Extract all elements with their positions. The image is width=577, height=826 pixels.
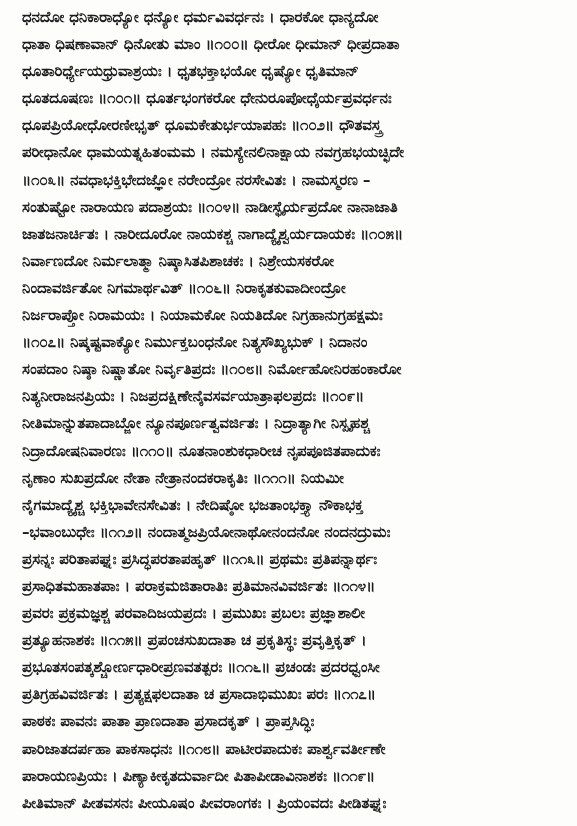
text-line: ಸಂತುಷ್ಟೋ ನಾರಾಯಣ ಪದಾಶ್ರಯಃ ॥೧೦೪॥ ನಾಡೀಸ್ಫೈರ್ಯಪ್ರದೋ ನಾನಾಜಾತಿ bbox=[22, 197, 398, 216]
text-line: ಪ್ರಭೂತಸಂಪತ್ಕಶ್ಚೋರ್ಣಧಾರೀಪ್ರಣವತತ್ಪರಃ ॥೧೧೬॥ ಪ್ರಚಂಡಃ ಪ್ರದರಧ್ವಂಸೀ bbox=[22, 658, 380, 677]
text-line: ಪರೀಧಾನೋ ಧಾಮಯತ್ನಹಿತಂಮಮ । ನಮಸ್ಯೇನಲಿನಾಕ್ಷಾಯ ನವಗ್ರಹಭಯಚ್ಛಿದೇ bbox=[22, 143, 404, 162]
text-line: ಪ್ರಸಾಧಿತಮಹಾತಪಾಃ । ಪರಾಕ್ರಮಜಿತಾರಾತಿಃ ಪ್ರತಿಮಾನವಿವರ್ಜಿತಃ ॥೧೧೪॥ bbox=[22, 576, 376, 595]
text-line: ನಿರ್ವಾಣದೋ ನಿರ್ಮಲಾತ್ಮಾ ನಿಷ್ಕಾಸಿತಪಿಶಾಚಕಃ । ನಿಶ್ರೇಯಸಕರೋ bbox=[22, 251, 334, 270]
text-line: ಪ್ರತ್ಯೂಹನಾಶಕಃ ॥೧೧೫॥ ಪ್ರಪಂಚಸುಖದಾತಾ ಚ ಪ್ರಕೃತಿಸ್ಥಃ ಪ್ರವೃತ್ತಿಕೃತ್ । bbox=[22, 631, 367, 650]
text-line: ನೈಗಮಾದ್ಯೈಶ್ಚ ಭಕ್ತಿಭಾವೇನಸೇವಿತಃ । ನೇದಿಷ್ಠೋ ಭಜತಾಂಭಕ್ತ್ಯಾ ನೌಕಾಭಕ್ತ bbox=[22, 495, 364, 514]
text-line: ನಿತ್ಯನೀರಾಜನಪ್ರಿಯಃ । ನಿಜಪ್ರದಕ್ಷಿಣೇನೈವಸರ್ವಯಾತ್ರಾಫಲಪ್ರದಃ ॥೧೦೯॥ bbox=[22, 387, 365, 406]
text-line: ಪ್ರವರಃ ಪ್ರಕ್ರಮಜ್ಞಶ್ಚ ಪರವಾದಿಜಯಪ್ರದಃ । ಪ್ರಮುಖಃ ಪ್ರಬಲಃ ಪ್ರಜ್ಞಾಶಾಲೀ bbox=[22, 604, 365, 623]
text-line: ನಿದ್ರಾದೋಷನಿವಾರಣಃ ॥೧೧೦॥ ನೂತನಾಂಶುಕಧಾರೀಚ ನೃಪಪೂಜಿತಪಾದುಕಃ bbox=[22, 441, 381, 460]
text-line: –ಭವಾಂಬುಧೇಃ ॥೧೧೨॥ ನಂದಾತ್ಮಜಪ್ರಿಯೋನಾಥೋನಂದನೋ ನಂದನದ್ರುಮಃ bbox=[22, 522, 391, 541]
text-line: ಧಾತಾ ಧಿಷಣಾವಾನ್ ಧಿನೋತು ಮಾಂ ॥೧೦೦॥ ಧೀರೋ ಧೀಮಾನ್ ಧೀಪ್ರದಾತಾ bbox=[22, 35, 400, 54]
text-line: ಧೂಪಪ್ರಿಯೋಧೋರಣೀಭೃತ್ ಧೂಮಕೇತುರ್ಭಯಾಪಹಃ ॥೧೦೨॥ ಧೌತವಸ್ತ್ರ bbox=[22, 116, 382, 135]
text-line: ನೀತಿಮಾನ್ನುತಪಾದಾಬ್ಜೋ ನ್ಯೂನಪೂರ್ಣತ್ವವರ್ಜಿತಃ । ನಿದ್ರಾತ್ಯಾಗೀ ನಿಸ್ಪೃಹಶ್ಚ bbox=[22, 414, 370, 433]
text-line: ಪ್ರತಿಗ್ರಹವಿವರ್ಜಿತಃ । ಪ್ರತ್ಯಕ್ಷಫಲದಾತಾ ಚ ಪ್ರಸಾದಾಭಿಮುಖಃ ಪರಃ ॥೧೧೭॥ bbox=[22, 685, 376, 704]
text-line: ನೃಣಾಂ ಸುಖಪ್ರದೋ ನೇತಾ ನೇತ್ರಾನಂದಕರಾಕೃತಿಃ ॥೧೧೧॥ ನಿಯಮೀ bbox=[22, 468, 344, 487]
text-line: ಪಾರಾಯಣಪ್ರಿಯಃ । ಪಿಣ್ಯಾಕೀಕೃತದುರ್ವಾದೀ ಪಿತಾಪೀಡಾವಿನಾಶಕಃ ॥೧೧೯॥ bbox=[22, 766, 375, 785]
text-line: ಧೂತಾರಿರ್ಧ್ಯೇಯಧ್ರುವಾಶ್ರಯಃ । ಧೃತಭಕ್ತಾಭಯೋ ಧೃಷ್ಯೋ ಧೃತಿಮಾನ್ bbox=[22, 62, 359, 81]
text-line: ಪಾರಿಜಾತದರ್ಪಹಾ ಪಾಕಸಾಧನಃ ॥೧೧೮॥ ಪಾಟೀರಪಾದುಕಃ ಪಾರ್ಶ್ವವರ್ತೀಣೇ bbox=[22, 739, 386, 758]
text-line: ಸಂಪದಾಂ ನಿಷ್ಠಾ ನಿಷ್ಣಾತೋ ನಿರ್ವೃತಿಪ್ರದಃ ॥೧೦೮॥ ನಿರ್ಮೋಹೋನಿರಹಂಕಾರೋ bbox=[22, 360, 402, 379]
text-line: ಪ್ರಸನ್ನಃ ಪರಿತಾಪಘ್ನಃ ಪ್ರಸಿದ್ಧಪರತಾಪಹೃತ್ ॥೧೧೩॥ ಪ್ರಥಮಃ ಪ್ರತಿಪನ್ನಾರ್ಥಃ bbox=[22, 549, 377, 568]
text-line: ಧೂತದೂಷಣಃ ॥೧೦೧॥ ಧೂರ್ತಭಂಗಕರೋ ಧೇನುರೂಪೋಧೈರ್ಯಪ್ರವರ್ಧನಃ bbox=[22, 89, 392, 108]
text-line: ॥೧೦೭॥ ನಿಷ್ಕಷ್ಟವಾಕ್ಯೋ ನಿರ್ಮುಕ್ತಬಂಧನೋ ನಿತ್ಯಸೌಖ್ಯಭುಕ್ । ನಿದಾನಂ bbox=[22, 333, 368, 352]
text-line: ಪಾಠಕಃ ಪಾವನಃ ಪಾತಾ ಪ್ರಾಣದಾತಾ ಪ್ರಸಾದಕೃತ್ । ಪ್ರಾಪ್ತಸಿದ್ಧಿಃ bbox=[22, 712, 315, 731]
text-line: ನಿರ್ಜರಾಪ್ತೋ ನಿರಾಮಯಃ । ನಿಯಾಮಕೋ ನಿಯತಿದೋ ನಿಗ್ರಹಾನುಗ್ರಹಕ್ಷಮಃ bbox=[22, 306, 383, 325]
text-line: ನಿಂದಾವರ್ಜಿತೋ ನಿಗಮಾರ್ಥವಿತ್ ॥೧೦೬॥ ನಿರಾಕೃತಕುವಾದೀಂದ್ರೋ bbox=[22, 278, 346, 297]
text-line: ಧನದೋ ಧನಿಕಾರಾಧ್ಯೋ ಧನ್ಯೋ ಧರ್ಮವಿವರ್ಧನಃ । ಧಾರಕೋ ಧಾನ್ಯದೋ bbox=[22, 8, 379, 26]
text-line: ಜಾತಜನಾರ್ಚಿತಃ । ನಾರೀದೂರೋ ನಾಯಕಶ್ಚ ನಾಗಾದ್ಯೈಶ್ವರ್ಯದಾಯಕಃ ॥೧೦೫॥ bbox=[22, 224, 404, 243]
text-line: ಪೀತಿಮಾನ್ ಪೀತವಸನಃ ಪೀಯೂಷಂ ಪೀವರಾಂಗಕಃ । ಪ್ರಿಯಂವದಃ ಪೀಡಿತಘ್ನಃ bbox=[22, 793, 387, 812]
text-line: ॥೧೦೩॥ ನವಧಾಭಕ್ತಿಭೇದಜ್ಞೋ ನರೇಂದ್ರೋ ನರಸೇವಿತಃ । ನಾಮಸ್ಮರಣ – bbox=[22, 170, 371, 189]
